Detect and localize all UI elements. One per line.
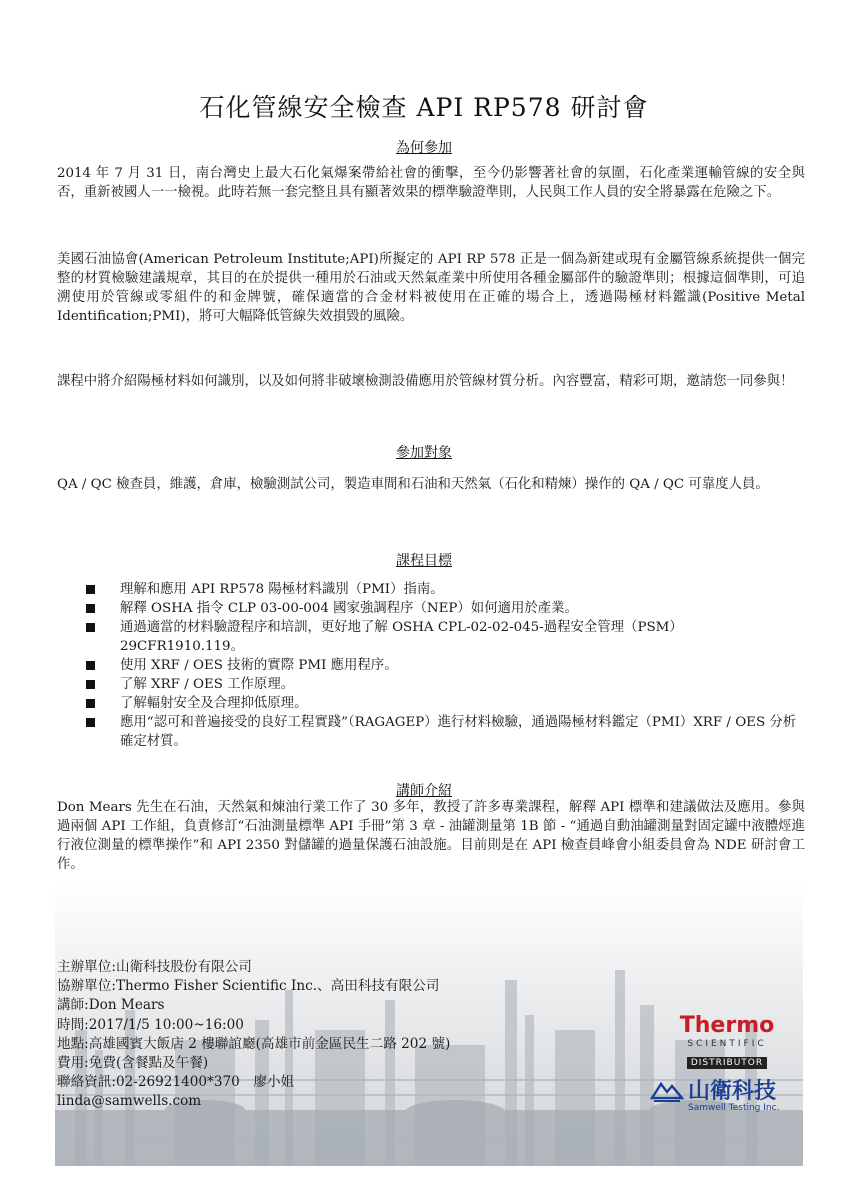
bullet-square-icon — [86, 718, 95, 727]
time-line: 時間:2017/1/5 10:00~16:00 — [57, 1016, 244, 1033]
why-attend-paragraph-2: 美國石油協會(American Petroleum Institute;API)所擬定的 API RP 578 正是一個為新建或現有金屬管線系統提供一個完整的材質檢驗建議規章，其目的在於提供一種用於石油或天然氣產業中所使用各種金屬部件的驗證準則；根據這個準則，可追溯使用於管線或零組件的和金牌號，確保適當的合金材料被使用在正確的場合上，透過陽極材料鑑識(Positive Metal Identification;PMI)，將可大幅降低管線失效損毀的風險。 — [57, 252, 805, 324]
goal-item: 使用 XRF / OES 技術的實際 PMI 應用程序。 — [82, 656, 802, 675]
goals-list — [82, 580, 802, 751]
why-attend-paragraph-1: 2014 年 7 月 31 日，南台灣史上最大石化氣爆案帶給社會的衝擊，至今仍影響著社會的氛圍，石化產業運輸管線的安全與否，重新被國人一一檢視。此時若無一套完整且具有顯著效果的標準驗證準則，人民與工作人員的安全將暴露在危險之下。 — [57, 166, 805, 200]
page-title: 石化管線安全檢查 API RP578 研討會 — [199, 93, 649, 122]
co-organizer-line: 協辦單位:Thermo Fisher Scientific Inc.、高田科技有限公司 — [57, 978, 440, 995]
goal-item: 了解 XRF / OES 工作原理。 — [82, 675, 802, 694]
bullet-square-icon — [86, 623, 95, 632]
audience-text: QA / QC 檢查員，維護，倉庫，檢驗測試公司，製造車間和石油和天然氣（石化和精煉）操作的 QA / QC 可靠度人員。 — [57, 477, 769, 492]
fee-line: 費用:免費(含餐點及午餐) — [57, 1055, 209, 1072]
bullet-square-icon — [86, 604, 95, 613]
goals-heading: 課程目標 — [396, 553, 452, 569]
samwell-logo: 山衛科技 Samwell Testing Inc. — [650, 1074, 810, 1113]
goal-item: 通過適當的材料驗證程序和培訓，更好地了解 OSHA CPL-02-02-045-過程安全管理（PSM）29CFR1910.119。 — [82, 618, 802, 656]
goal-item: 了解輻射安全及合理抑低原理。 — [82, 694, 802, 713]
why-attend-heading: 為何參加 — [396, 140, 452, 156]
samwell-mountain-icon — [650, 1076, 684, 1104]
bullet-square-icon — [86, 680, 95, 689]
why-attend-paragraph-3: 課程中將介紹陽極材料如何識別，以及如何將非破壞檢測設備應用於管線材質分析。內容豐富，精彩可期，邀請您一同參與！ — [57, 374, 794, 389]
goal-item: 解釋 OSHA 指令 CLP 03-00-004 國家強調程序（NEP）如何適用於產業。 — [82, 599, 802, 618]
goal-item: 理解和應用 API RP578 陽極材料識別（PMI）指南。 — [82, 580, 802, 599]
instructor-heading: 講師介紹 — [396, 783, 452, 799]
thermo-scientific-logo: Thermo SCIENTIFIC DISTRIBUTOR — [679, 1013, 775, 1068]
contact-line: 聯絡資訊:02-26921400*370 廖小姐 — [57, 1074, 295, 1091]
instructor-text: Don Mears 先生在石油，天然氣和煉油行業工作了 30 多年，教授了許多專業課程，解釋 API 標準和建議做法及應用。參與過兩個 API 工作組，負責修訂“石油測量標準 API 手冊”第 3 章 - 油罐測量第 1B 節 - “通過自動油罐測量對固定罐中液體烴進行液位測量的標準操作”和 API 2350 對儲罐的過量保護石油設施。目前則是在 API 檢查員峰會小組委員會為 NDE 研討會工作。 — [57, 800, 805, 872]
bullet-square-icon — [86, 661, 95, 670]
audience-heading: 參加對象 — [396, 445, 452, 461]
email-line: linda@samwells.com — [57, 1093, 202, 1110]
location-line: 地點:高雄國賓大飯店 2 樓聯誼廳(高雄市前金區民生二路 202 號) — [57, 1035, 451, 1052]
bullet-square-icon — [86, 699, 95, 708]
goal-item: 應用“認可和普遍接受的良好工程實踐”（RAGAGEP）進行材料檢驗，通過陽極材料鑑定（PMI）XRF / OES 分析確定材質。 — [82, 713, 802, 751]
organizer-line: 主辦單位:山衛科技股份有限公司 — [57, 959, 252, 975]
bullet-square-icon — [86, 585, 95, 594]
event-info-block — [57, 958, 657, 1112]
speaker-line: 講師:Don Mears — [57, 997, 165, 1014]
